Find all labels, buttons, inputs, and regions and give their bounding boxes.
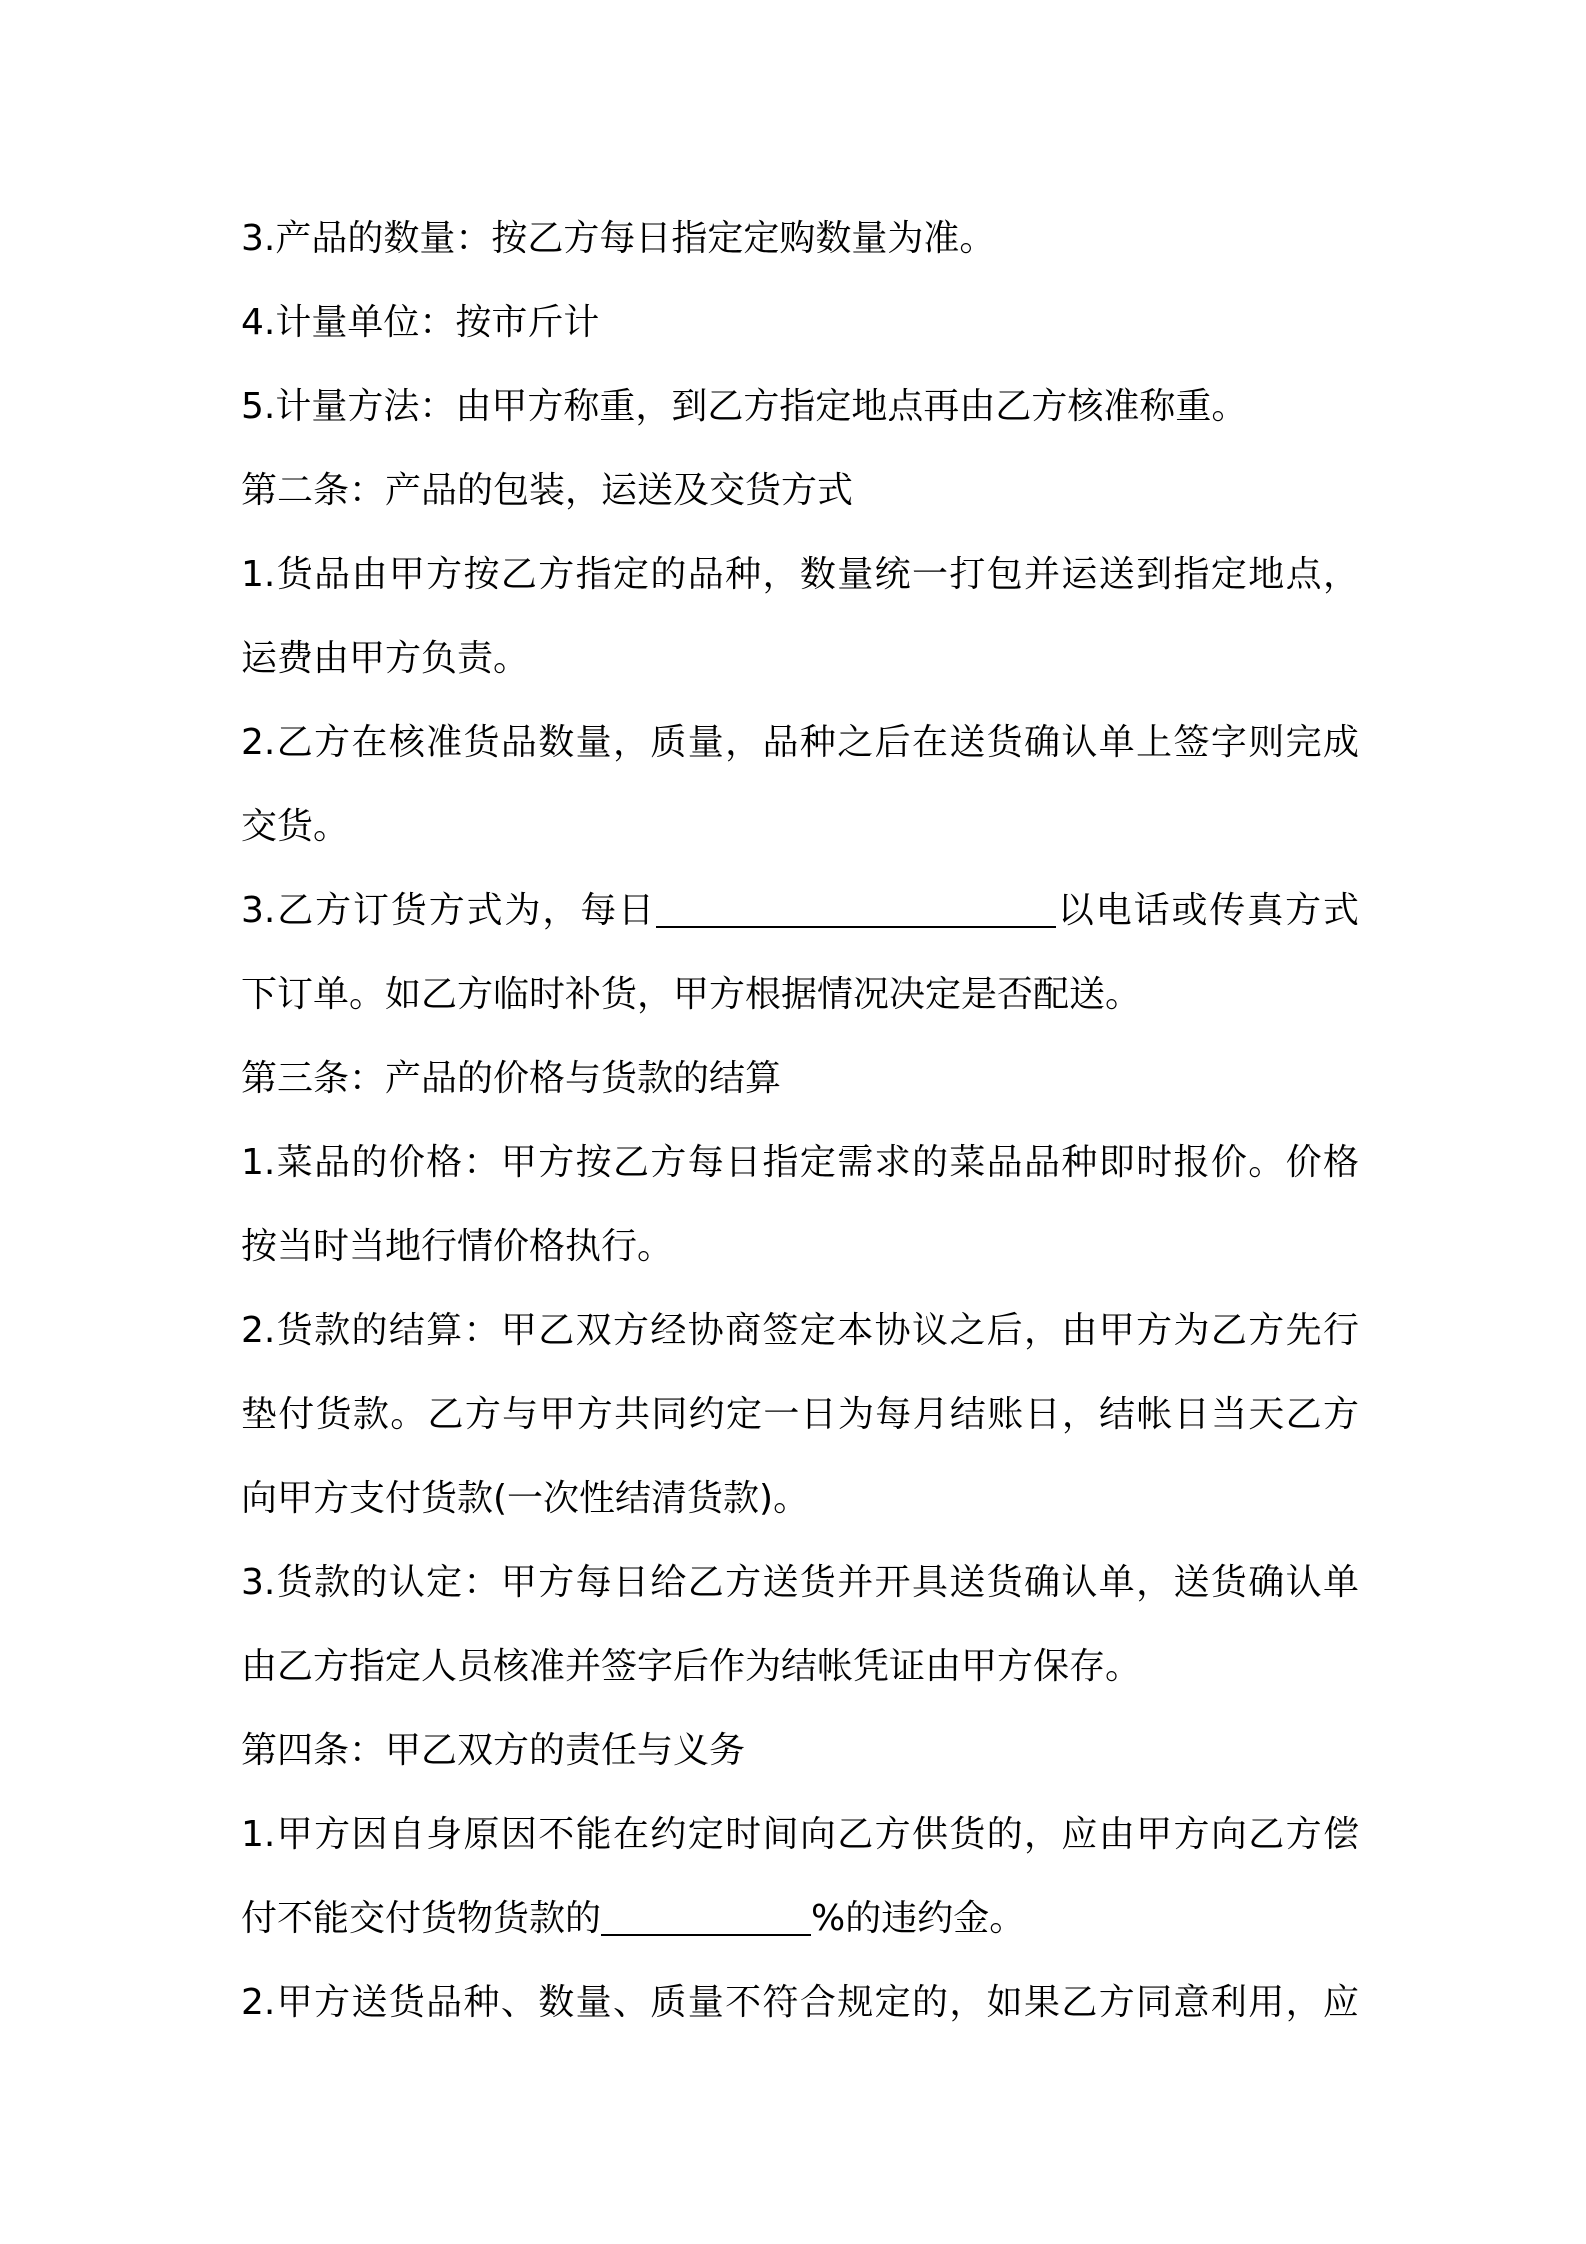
fill-in-blank bbox=[656, 886, 1056, 928]
text-line: 运费由甲方负责。 bbox=[241, 638, 530, 679]
text-line: 垫付货款。乙方与甲方共同约定一日为每月结账日，结帐日当天乙方 bbox=[241, 1394, 1359, 1435]
text-line-with-blank bbox=[241, 869, 1359, 953]
text-line: 按当时当地行情价格执行。 bbox=[241, 1226, 674, 1267]
section-heading: 第三条：产品的价格与货款的结算 bbox=[241, 1058, 782, 1099]
text-line: 由乙方指定人员核准并签字后作为结帐凭证由甲方保存。 bbox=[241, 1646, 1142, 1687]
section-heading: 第四条：甲乙双方的责任与义务 bbox=[241, 1730, 746, 1771]
text-line: 1.货品由甲方按乙方指定的品种，数量统一打包并运送到指定地点， bbox=[241, 554, 1359, 595]
section-heading: 第二条：产品的包装，运送及交货方式 bbox=[241, 470, 854, 511]
text-line: 2.货款的结算：甲乙双方经协商签定本协议之后，由甲方为乙方先行 bbox=[241, 1310, 1359, 1351]
text-segment: 以电话或传真方式 bbox=[1055, 890, 1359, 931]
text-line: 3.产品的数量：按乙方每日指定定购数量为准。 bbox=[241, 218, 996, 259]
text-line: 向甲方支付货款(一次性结清货款)。 bbox=[241, 1478, 810, 1519]
text-segment: 3.乙方订货方式为，每日 bbox=[241, 890, 656, 931]
text-line: 1.甲方因自身原因不能在约定时间向乙方供货的，应由甲方向乙方偿 bbox=[241, 1814, 1359, 1855]
text-line: 交货。 bbox=[241, 806, 350, 847]
text-line: 下订单。如乙方临时补货，甲方根据情况决定是否配送。 bbox=[241, 974, 1142, 1015]
text-line: 5.计量方法：由甲方称重，到乙方指定地点再由乙方核准称重。 bbox=[241, 386, 1248, 427]
text-line: 1.菜品的价格：甲方按乙方每日指定需求的菜品品种即时报价。价格 bbox=[241, 1142, 1359, 1183]
text-line: 2.乙方在核准货品数量，质量，品种之后在送货确认单上签字则完成 bbox=[241, 722, 1359, 763]
text-segment: 付不能交付货物货款的 bbox=[241, 1898, 602, 1939]
document-body bbox=[241, 197, 1359, 2045]
text-line-with-blank bbox=[241, 1877, 1359, 1961]
text-segment: %的违约金。 bbox=[811, 1898, 1026, 1939]
text-line: 2.甲方送货品种、数量、质量不符合规定的，如果乙方同意利用，应 bbox=[241, 1982, 1359, 2023]
text-line: 4.计量单位：按市斤计 bbox=[241, 302, 600, 343]
fill-in-blank bbox=[601, 1894, 811, 1936]
text-line: 3.货款的认定：甲方每日给乙方送货并开具送货确认单，送货确认单 bbox=[241, 1562, 1359, 1603]
